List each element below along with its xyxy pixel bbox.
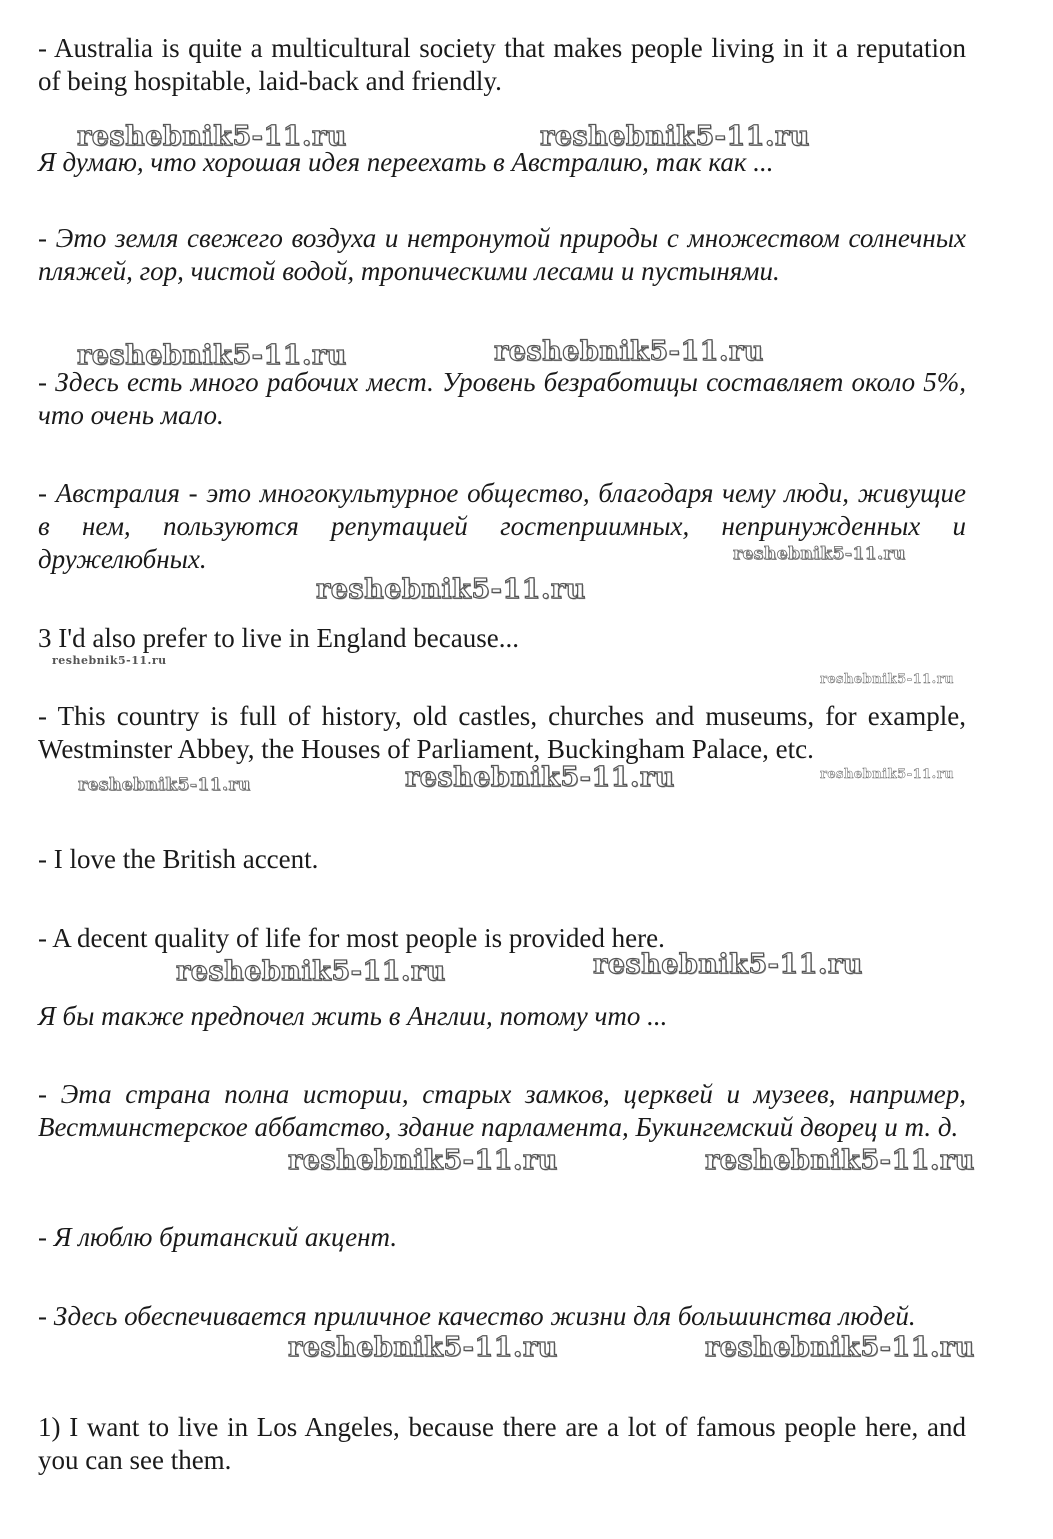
heading-england-reasons-en: 3 I'd also prefer to live in England because... bbox=[38, 623, 519, 653]
paragraph-england-history-en: - This country is full of history, old castles, churches and museums, for example, Westminster Abbey, the Houses of Parliament, Buckingham Palace, etc. bbox=[38, 701, 966, 764]
paragraph-england-intro-ru: Я бы также предпочел жить в Англии, потому что ... bbox=[38, 1001, 668, 1031]
watermark: reshebnik5-11.ru bbox=[733, 544, 906, 564]
watermark: reshebnik5-11.ru bbox=[593, 949, 863, 980]
paragraph-australia-multicultural-en: - Australia is quite a multicultural society that makes people living in it a reputation of being hospitable, laid-back and friendly. bbox=[38, 33, 966, 96]
paragraph-british-accent-ru: - Я люблю британский акцент. bbox=[38, 1222, 398, 1252]
paragraph-england-history-ru: - Эта страна полна истории, старых замков, церквей и музеев, например, Вестминстерское аббатство, здание парламента, Букингемский дворец и т. д. bbox=[38, 1079, 966, 1142]
paragraph-australia-multicultural-ru: - Австралия - это многокультурное общество, благодаря чему люди, живущие в нем, пользуются репутацией гостеприимных, непринужденных и дружелюбных. bbox=[38, 478, 966, 574]
paragraph-los-angeles-en: 1) I want to live in Los Angeles, because there are a lot of famous people here, and you can see them. bbox=[38, 1412, 966, 1475]
watermark: reshebnik5-11.ru bbox=[77, 340, 347, 371]
paragraph-quality-of-life-ru: - Здесь обеспечивается приличное качество жизни для большинства людей. bbox=[38, 1301, 916, 1331]
watermark: reshebnik5-11.ru bbox=[820, 767, 955, 782]
watermark: reshebnik5-11.ru bbox=[176, 956, 446, 987]
watermark: reshebnik5-11.ru bbox=[705, 1332, 975, 1363]
watermark: reshebnik5-11.ru bbox=[405, 762, 675, 793]
watermark: reshebnik5-11.ru bbox=[288, 1332, 558, 1363]
watermark: reshebnik5-11.ru bbox=[78, 775, 251, 795]
watermark: reshebnik5-11.ru bbox=[540, 121, 810, 152]
watermark: reshebnik5-11.ru bbox=[77, 121, 347, 152]
watermark: reshebnik5-11.ru bbox=[705, 1145, 975, 1176]
paragraph-australia-jobs-ru: - Здесь есть много рабочих мест. Уровень безработицы составляет около 5%, что очень мало. bbox=[38, 367, 966, 430]
paragraph-quality-of-life-en: - A decent quality of life for most people is provided here. bbox=[38, 923, 665, 953]
watermark: reshebnik5-11.ru bbox=[316, 574, 586, 605]
watermark: reshebnik5-11.ru bbox=[52, 654, 167, 667]
paragraph-australia-nature-ru: - Это земля свежего воздуха и нетронутой природы с множеством солнечных пляжей, гор, чистой водой, тропическими лесами и пустынями. bbox=[38, 223, 966, 286]
paragraph-australia-intro-ru: Я думаю, что хорошая идея переехать в Австралию, так как ... bbox=[38, 147, 774, 177]
paragraph-british-accent-en: - I love the British accent. bbox=[38, 844, 319, 874]
watermark: reshebnik5-11.ru bbox=[820, 672, 955, 687]
watermark: reshebnik5-11.ru bbox=[494, 336, 764, 367]
watermark: reshebnik5-11.ru bbox=[288, 1145, 558, 1176]
